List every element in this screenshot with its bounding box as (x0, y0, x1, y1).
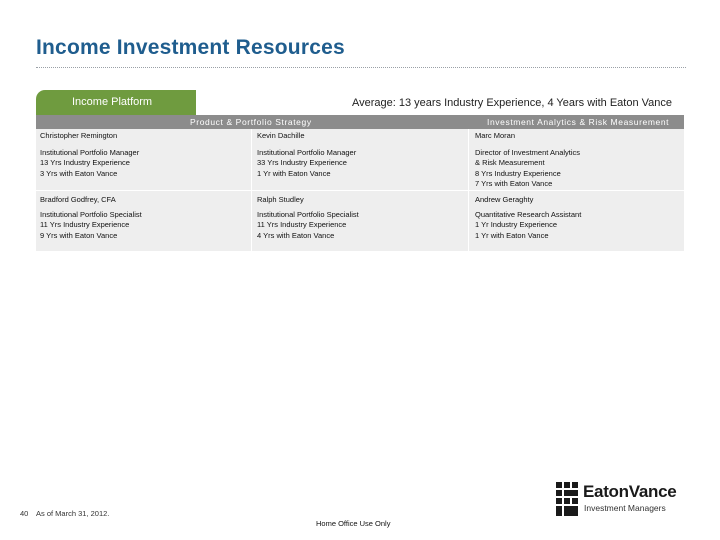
person-card (40, 195, 250, 241)
person-detail: 7 Yrs with Eaton Vance (475, 179, 553, 188)
person-detail: 3 Yrs with Eaton Vance (40, 168, 118, 178)
person-detail: 9 Yrs with Eaton Vance (40, 230, 118, 240)
person-detail: 1 Yr with Eaton Vance (257, 168, 331, 178)
eaton-vance-logo (556, 482, 686, 518)
person-detail: Institutional Portfolio Manager (40, 147, 140, 157)
header-investment-analytics: Investment Analytics & Risk Measurement (487, 117, 670, 127)
header-product-portfolio-strategy: Product & Portfolio Strategy (190, 117, 312, 127)
person-detail: 33 Yrs Industry Experience (257, 158, 347, 167)
person-card (40, 131, 250, 179)
eaton-vance-mark-icon (556, 482, 578, 516)
slide-title: Income Investment Resources (36, 36, 345, 59)
person-detail: 11 Yrs Industry Experience (40, 220, 130, 229)
row-divider (36, 190, 684, 191)
person-card (257, 195, 467, 241)
person-detail: 13 Yrs Industry Experience (40, 158, 130, 167)
person-detail: Director of Investment Analytics (475, 147, 581, 157)
person-name: Christopher Remington (40, 131, 118, 140)
person-detail: Institutional Portfolio Manager (257, 147, 357, 157)
income-platform-tab: Income Platform (36, 90, 196, 115)
person-detail: Institutional Portfolio Specialist (40, 209, 142, 219)
person-detail: 8 Yrs Industry Experience (475, 168, 561, 178)
person-name: Ralph Studley (257, 195, 304, 204)
person-name: Kevin Dachille (257, 131, 305, 140)
home-office-note: Home Office Use Only (316, 519, 391, 528)
person-card (257, 131, 467, 179)
person-detail: 11 Yrs Industry Experience (257, 220, 347, 229)
logo-wordmark: EatonVance (583, 482, 677, 501)
title-divider (36, 67, 686, 68)
person-detail: 1 Yr with Eaton Vance (475, 230, 549, 240)
person-card (475, 195, 685, 241)
as-of-date: As of March 31, 2012. (36, 509, 110, 518)
page-number: 40 (20, 509, 29, 518)
person-detail: Institutional Portfolio Specialist (257, 209, 359, 219)
person-name: Marc Moran (475, 131, 516, 140)
person-detail: & Risk Measurement (475, 158, 545, 167)
person-card (475, 131, 685, 190)
person-detail: 4 Yrs with Eaton Vance (257, 230, 335, 240)
average-experience-text: Average: 13 years Industry Experience, 4 Years with Eaton Vance (352, 97, 673, 109)
person-detail: 1 Yr Industry Experience (475, 220, 557, 229)
logo-subtitle: Investment Managers (584, 503, 666, 513)
person-detail: Quantitative Research Assistant (475, 209, 582, 219)
person-name: Andrew Geraghty (475, 195, 534, 204)
person-name: Bradford Godfrey, CFA (40, 195, 116, 204)
